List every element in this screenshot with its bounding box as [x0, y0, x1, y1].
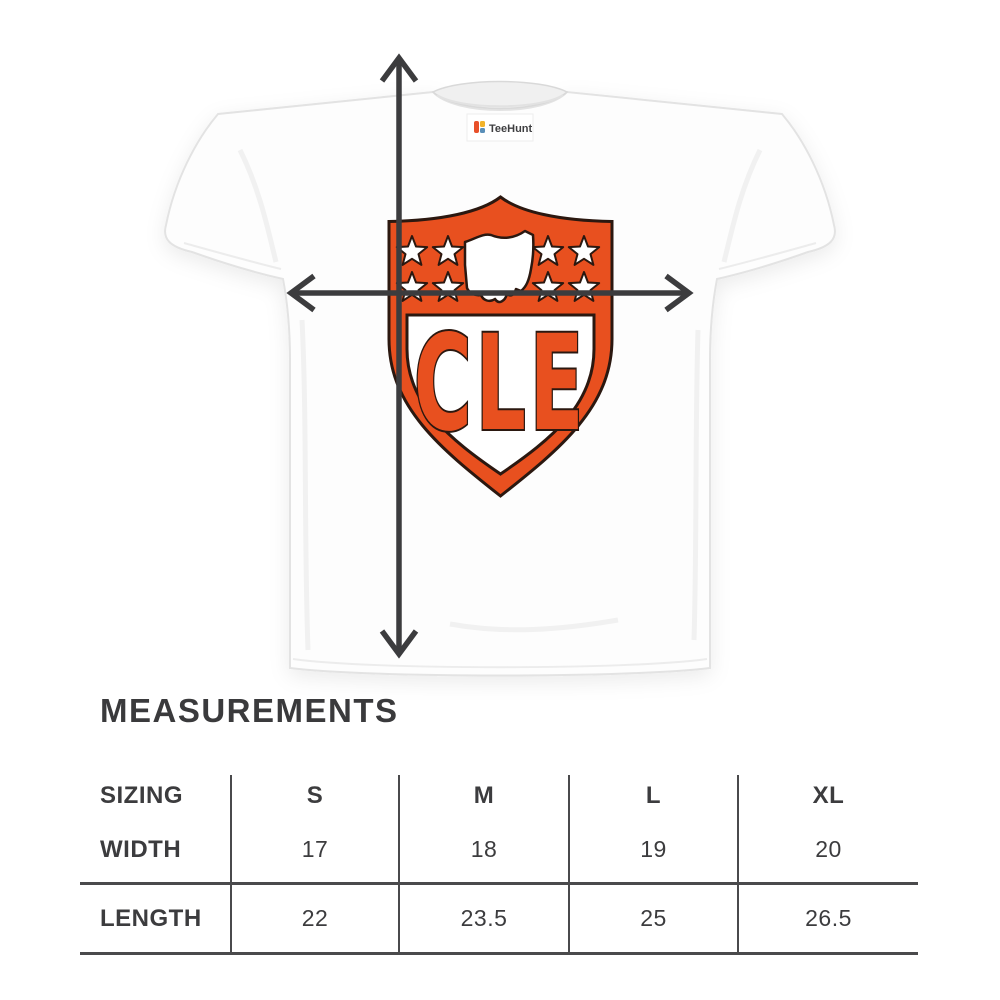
length-xl: 26.5 [739, 885, 918, 955]
brand-label-text: TeeHunt [489, 123, 533, 135]
table-header-l: L [570, 775, 739, 817]
width-l: 19 [570, 817, 739, 885]
size-table [80, 775, 918, 955]
length-l: 25 [570, 885, 739, 955]
row-label-width: WIDTH [80, 817, 232, 885]
table-header-xl: XL [812, 782, 845, 809]
table-header-s: S [232, 775, 400, 817]
shield-lettering [414, 307, 587, 461]
width-xl: 20 [739, 817, 918, 885]
cle-shield-graphic [389, 197, 612, 496]
length-m: 23.5 [400, 885, 570, 955]
length-s: 22 [232, 885, 400, 955]
brand-neck-label [467, 114, 533, 141]
section-title: MEASUREMENTS [100, 692, 399, 729]
row-label-length: LENGTH [80, 885, 232, 955]
table-header-m: M [400, 775, 570, 817]
shield-text: CLE [413, 306, 588, 461]
width-m: 18 [400, 817, 570, 885]
table-header-sizing: SIZING [80, 775, 232, 817]
width-s: 17 [232, 817, 400, 885]
